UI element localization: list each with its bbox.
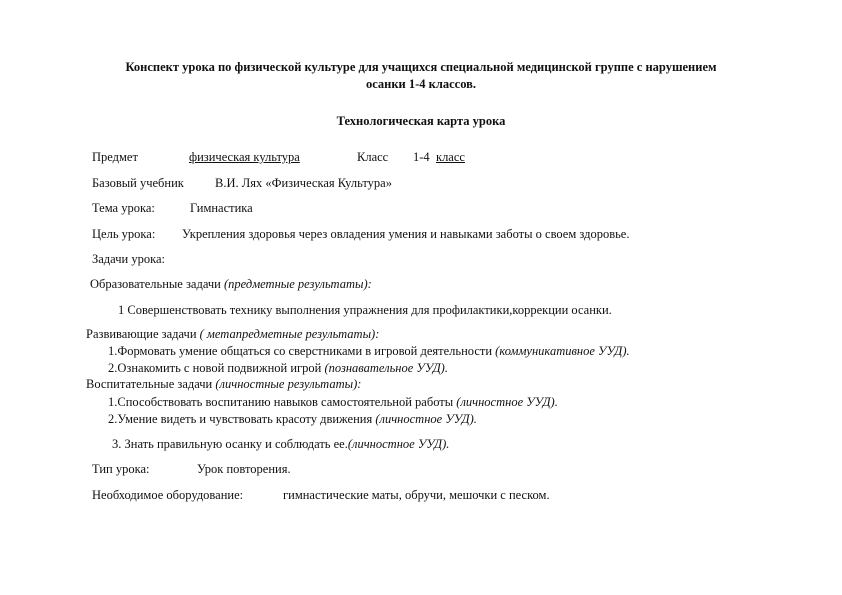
lesson-type-label: Тип урока:	[92, 462, 150, 476]
dev-item-2	[108, 361, 448, 376]
dev-item-1	[108, 344, 630, 359]
textbook-value: В.И. Лях «Физическая Культура»	[215, 176, 392, 190]
class-label: Класс	[357, 150, 389, 164]
subtitle: Технологическая карта урока	[336, 114, 506, 128]
upbringing-item-3	[112, 437, 449, 452]
dev-note: ( метапредметные результаты):	[199, 327, 380, 341]
subject-label: Предмет	[92, 150, 138, 164]
edu-tasks	[90, 277, 372, 292]
edu-note: (предметные результаты):	[223, 277, 372, 291]
title-line1: Конспект урока по физической культуре для учащихся специальной медицинской группе с нарушением	[125, 60, 717, 74]
class-word: класс	[436, 150, 465, 164]
edu-label: Образовательные задачи	[90, 277, 221, 291]
tasks-label: Задачи урока:	[92, 252, 165, 266]
textbook-label: Базовый учебник	[92, 176, 184, 190]
dev-item-1-text: 1.Формовать умение общаться со сверстниками в игровой деятельности	[108, 344, 493, 358]
upbringing-note: (личностные результаты):	[215, 377, 362, 391]
dev-item-2-text: 2.Ознакомить с новой подвижной игрой	[108, 361, 322, 375]
dev-label: Развивающие задачи	[86, 327, 197, 341]
upbringing-item-2-note: (личностное УУД).	[375, 412, 477, 426]
equipment-value: гимнастические маты, обручи, мешочки с песком.	[283, 488, 550, 502]
dev-item-2-note: (познавательное УУД).	[324, 361, 448, 375]
upbringing-item-2	[108, 412, 477, 427]
class-number: 1-4	[413, 150, 430, 164]
equipment-label: Необходимое оборудование:	[92, 488, 244, 502]
dev-item-1-note: (коммуникативное УУД).	[495, 344, 630, 358]
upbringing-item-1-note: (личностное УУД).	[456, 395, 558, 409]
dev-tasks	[86, 327, 379, 342]
upbringing-item-1	[108, 395, 558, 410]
goal-label: Цель урока:	[92, 227, 156, 241]
upbringing-label: Воспитательные задачи	[86, 377, 213, 391]
goal-value: Укрепления здоровья через овладения умения и навыками заботы о своем здоровье.	[182, 227, 630, 241]
upbringing-item-2-text: 2.Умение видеть и чувствовать красоту движения	[108, 412, 373, 426]
upbringing-item-3-note: (личностное УУД).	[347, 437, 450, 451]
lesson-type-value: Урок повторения.	[197, 462, 291, 476]
upbringing-item-1-text: 1.Способствовать воспитанию навыков самостоятельной работы	[108, 395, 454, 409]
upbringing-item-3-text: 3. Знать правильную осанку и соблюдать ее.	[112, 437, 348, 451]
topic-label: Тема урока:	[92, 201, 155, 215]
subject-value: физическая культура	[189, 150, 300, 164]
edu-item-1: 1 Совершенствовать технику выполнения упражнения для профилактики,коррекции осанки.	[118, 303, 612, 317]
title-line2: осанки 1-4 классов.	[365, 77, 477, 91]
upbringing-tasks	[86, 377, 361, 392]
topic-value: Гимнастика	[190, 201, 253, 215]
